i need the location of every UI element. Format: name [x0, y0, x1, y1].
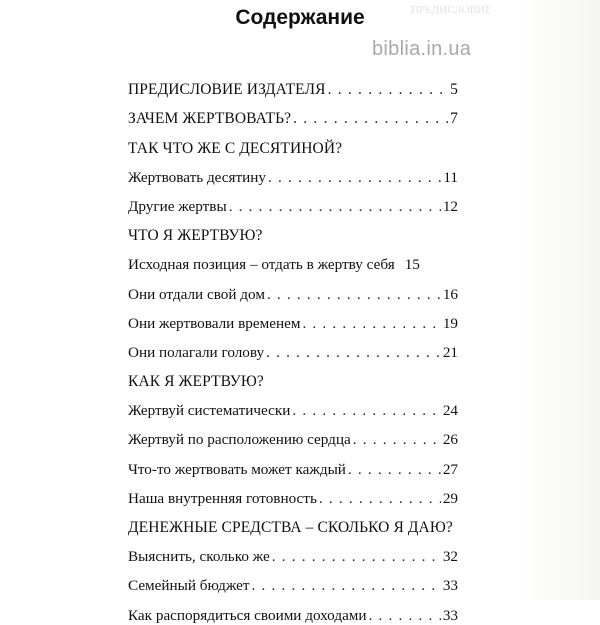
toc-page-number: 12 — [442, 197, 458, 215]
dot-leader — [229, 198, 441, 216]
toc-entry — [128, 449, 458, 478]
toc-entry-title: ЧТО Я ЖЕРТВУЮ? — [128, 227, 263, 245]
toc-entry — [128, 245, 458, 274]
dot-leader — [302, 315, 440, 333]
toc-entry — [128, 187, 458, 216]
dot-leader — [268, 169, 441, 187]
toc-entry-title: ТАК ЧТО ЖЕ С ДЕСЯТИНОЙ? — [128, 139, 343, 157]
toc-entry-title: Выяснить, сколько же — [128, 548, 270, 566]
toc-section-heading — [128, 362, 458, 391]
dot-leader — [266, 344, 441, 362]
toc-entry-title: Исходная позиция – отдать в жертву себя — [128, 256, 395, 274]
toc-entry — [128, 274, 458, 303]
toc-entry-title: КАК Я ЖЕРТВУЮ? — [128, 373, 264, 391]
toc-entry-title: Семейный бюджет — [128, 577, 250, 595]
toc-entry — [128, 566, 458, 595]
dot-leader — [292, 402, 440, 420]
toc-entry — [128, 479, 458, 508]
toc-entry-title: Они жертвовали временем — [128, 314, 301, 332]
toc-entry-title: ПРЕДИСЛОВИЕ ИЗДАТЕЛЯ — [128, 81, 326, 99]
toc-entry-title: Они отдали свой дом — [128, 285, 265, 303]
watermark-text: biblia.in.ua — [372, 38, 472, 60]
toc-entry — [128, 158, 458, 187]
toc-entry — [128, 70, 458, 99]
toc-page-number: 27 — [442, 460, 458, 478]
dot-leader — [353, 431, 441, 449]
dot-leader — [267, 286, 441, 304]
toc-entry-title: Наша внутренняя готовность — [128, 489, 317, 507]
toc-page-number: 11 — [443, 168, 458, 186]
toc-entry — [128, 537, 458, 566]
toc-page-number: 15 — [404, 256, 420, 274]
dot-leader — [348, 461, 441, 479]
toc-entry-title: ЗАЧЕМ ЖЕРТВОВАТЬ? — [128, 110, 292, 128]
dot-leader — [252, 577, 441, 595]
toc-page-number: 19 — [442, 314, 458, 332]
toc-entry — [128, 304, 458, 333]
toc-entry-title: Что-то жертвовать может каждый — [128, 460, 346, 478]
toc-entry — [128, 420, 458, 449]
toc-page-number: 5 — [450, 81, 458, 99]
toc-section-heading — [128, 216, 458, 245]
toc-entry-title: ДЕНЕЖНЫЕ СРЕДСТВА – СКОЛЬКО Я ДАЮ? — [128, 519, 453, 536]
table-of-contents — [128, 70, 458, 625]
toc-page-number: 16 — [442, 285, 458, 303]
toc-entry — [128, 99, 458, 128]
toc-page-number: 33 — [442, 606, 458, 624]
toc-page-number: 21 — [442, 343, 458, 361]
page-title: Содержание — [235, 6, 365, 29]
toc-entry-title: Жертвуй по расположению сердца — [128, 431, 351, 449]
dot-leader — [328, 81, 449, 99]
toc-page-number: 26 — [442, 431, 458, 449]
toc-page-number: 29 — [442, 489, 458, 507]
toc-entry-title: Жертвуй систематически — [128, 402, 291, 420]
toc-page-number: 7 — [450, 110, 458, 128]
toc-section-heading — [128, 128, 458, 157]
toc-page-number: 33 — [442, 577, 458, 595]
bleed-through-text: ПРЕДИСЛОВИЕ — [400, 4, 492, 16]
toc-section-heading — [128, 508, 458, 537]
toc-entry-title: Как распорядиться своими доходами — [128, 606, 367, 624]
toc-page-number: 32 — [442, 548, 458, 566]
toc-page-number: 24 — [442, 402, 458, 420]
toc-entry — [128, 333, 458, 362]
dot-leader — [369, 607, 441, 625]
toc-entry-title: Другие жертвы — [128, 197, 227, 215]
toc-entry-title: Они полагали голову — [128, 343, 265, 361]
toc-entry-title: Жертвовать десятину — [128, 168, 267, 186]
toc-entry — [128, 391, 458, 420]
dot-leader — [293, 110, 448, 128]
dot-leader — [272, 548, 441, 566]
dot-leader — [319, 490, 441, 508]
